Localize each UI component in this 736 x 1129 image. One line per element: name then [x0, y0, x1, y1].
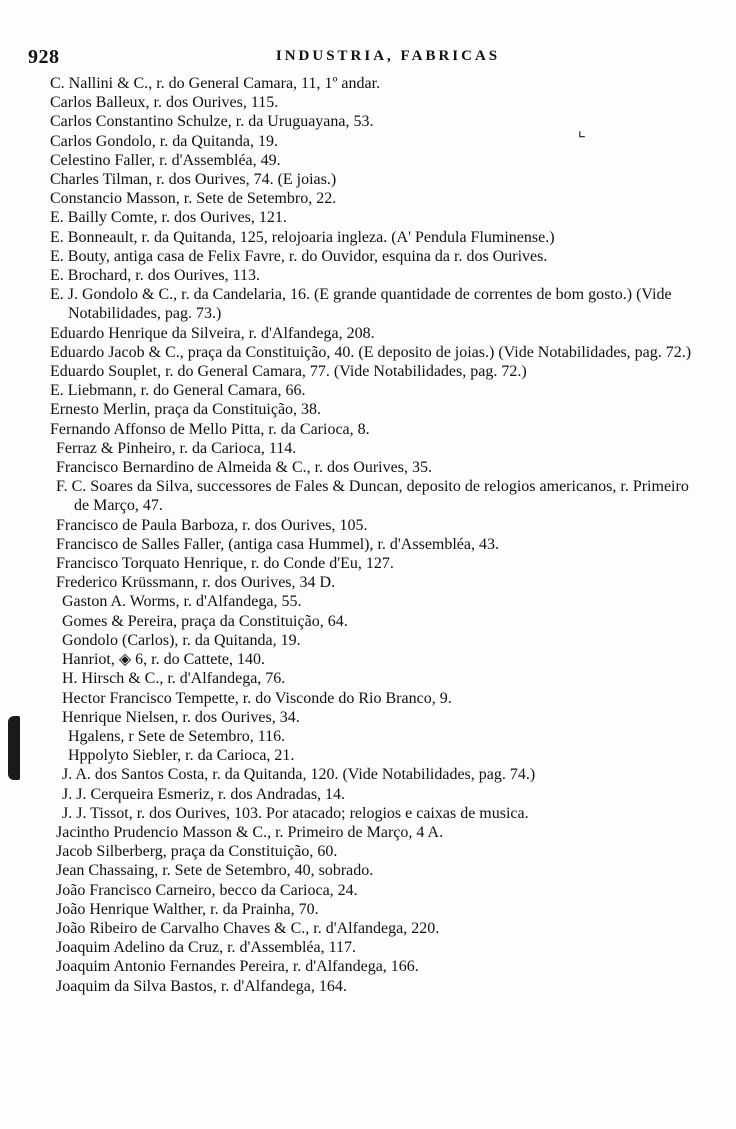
list-item: Gaston A. Worms, r. d'Alfandega, 55.	[62, 593, 302, 611]
list-item: Fernando Affonso de Mello Pitta, r. da Carioca, 8.	[50, 420, 370, 438]
list-item: Joaquim Adelino da Cruz, r. d'Assembléa, 117.	[56, 939, 357, 957]
list-item: Hector Francisco Tempette, r. do Visconde do Rio Branco, 9.	[62, 689, 452, 707]
list-item: C. Nallini & C., r. do General Camara, 11, 1º andar.	[50, 75, 381, 92]
list-item: Francisco Bernardino de Almeida & C., r. dos Ourives, 35.	[56, 459, 432, 477]
list-item: E. Bouty, antiga casa de Felix Favre, r. do Ouvidor, esquina da r. dos Ourives.	[50, 247, 548, 265]
list-item: F. C. Soares da Silva, successores de Fales & Duncan, deposito de relogios americanos, r. Primeiro de Março, 47.	[56, 478, 689, 515]
list-item: Joaquim da Silva Bastos, r. d'Alfandega, 164.	[56, 977, 347, 995]
list-item: Francisco de Paula Barboza, r. dos Ourives, 105.	[56, 516, 368, 534]
list-item: João Ribeiro de Carvalho Chaves & C., r. d'Alfandega, 220.	[56, 919, 440, 937]
list-item: Celestino Faller, r. d'Assembléa, 49.	[50, 151, 281, 169]
list-item: Gondolo (Carlos), r. da Quitanda, 19.	[62, 631, 301, 649]
list-item: Francisco de Salles Faller, (antiga casa Hummel), r. d'Assembléa, 43.	[56, 535, 500, 553]
list-item: Charles Tilman, r. dos Ourives, 74. (E joias.)	[50, 171, 337, 189]
list-item: E. Bonneault, r. da Quitanda, 125, relojoaria ingleza. (A' Pendula Fluminense.)	[50, 228, 555, 246]
list-item: E. Bailly Comte, r. dos Ourives, 121.	[50, 209, 287, 227]
list-item: Eduardo Henrique da Silveira, r. d'Alfandega, 208.	[50, 324, 375, 342]
running-title: INDUSTRIA, FABRICAS	[275, 48, 501, 64]
list-item: Jean Chassaing, r. Sete de Setembro, 40, sobrado.	[56, 862, 374, 880]
list-item: Hgalens, r Sete de Setembro, 116.	[68, 727, 286, 745]
list-item: Gomes & Pereira, praça da Constituição, 64.	[62, 612, 348, 630]
binding-shadow	[8, 716, 20, 780]
list-item: Henrique Nielsen, r. dos Ourives, 34.	[62, 708, 300, 726]
list-item: Jacob Silberberg, praça da Constituição, 60.	[56, 843, 338, 861]
list-item: Frederico Krüssmann, r. dos Ourives, 34 D.	[56, 574, 336, 592]
list-item: João Henrique Walther, r. da Prainha, 70.	[56, 900, 319, 918]
list-item: Jacintho Prudencio Masson & C., r. Primeiro de Março, 4 A.	[56, 823, 444, 841]
list-item: J. A. dos Santos Costa, r. da Quitanda, 120. (Vide Notabilidades, pag. 74.)	[62, 766, 536, 784]
entry-list	[0, 74, 736, 996]
list-item: E. J. Gondolo & C., r. da Candelaria, 16. (E grande quantidade de correntes de bom gosto.) (Vide Notabilidades, pag. 73.)	[50, 286, 672, 323]
list-item: J. J. Cerqueira Esmeriz, r. dos Andradas, 14.	[62, 785, 346, 803]
list-item: Eduardo Souplet, r. do General Camara, 77. (Vide Notabilidades, pag. 72.)	[50, 363, 527, 381]
list-item: Constancio Masson, r. Sete de Setembro, 22.	[50, 190, 337, 208]
list-item: Ernesto Merlin, praça da Constituição, 38.	[50, 401, 322, 419]
list-item: Carlos Balleux, r. dos Ourives, 115.	[50, 94, 279, 112]
page-number: 928	[28, 46, 60, 68]
list-item: E. Liebmann, r. do General Camara, 66.	[50, 382, 306, 400]
pencil-mark-icon: ⌞	[577, 120, 586, 141]
list-item: H. Hirsch & C., r. d'Alfandega, 76.	[62, 670, 286, 688]
list-item: E. Brochard, r. dos Ourives, 113.	[50, 267, 261, 285]
list-item: Ferraz & Pinheiro, r. da Carioca, 114.	[56, 439, 297, 457]
list-item: Carlos Constantino Schulze, r. da Uruguayana, 53.	[50, 113, 374, 131]
list-item: Eduardo Jacob & C., praça da Constituição, 40. (E deposito de joias.) (Vide Notabilidades, pag. 72.)	[50, 343, 692, 361]
list-item: Carlos Gondolo, r. da Quitanda, 19.	[50, 132, 278, 150]
list-item: Joaquim Antonio Fernandes Pereira, r. d'Alfandega, 166.	[56, 958, 419, 976]
list-item: Hppolyto Siebler, r. da Carioca, 21.	[68, 747, 295, 765]
list-item: João Francisco Carneiro, becco da Carioca, 24.	[56, 881, 358, 899]
page-header	[28, 42, 708, 68]
list-item: Francisco Torquato Henrique, r. do Conde d'Eu, 127.	[56, 555, 394, 573]
list-item: J. J. Tissot, r. dos Ourives, 103. Por atacado; relogios e caixas de musica.	[62, 804, 529, 822]
list-item: Hanriot, ◈ 6, r. do Cattete, 140.	[62, 651, 265, 669]
